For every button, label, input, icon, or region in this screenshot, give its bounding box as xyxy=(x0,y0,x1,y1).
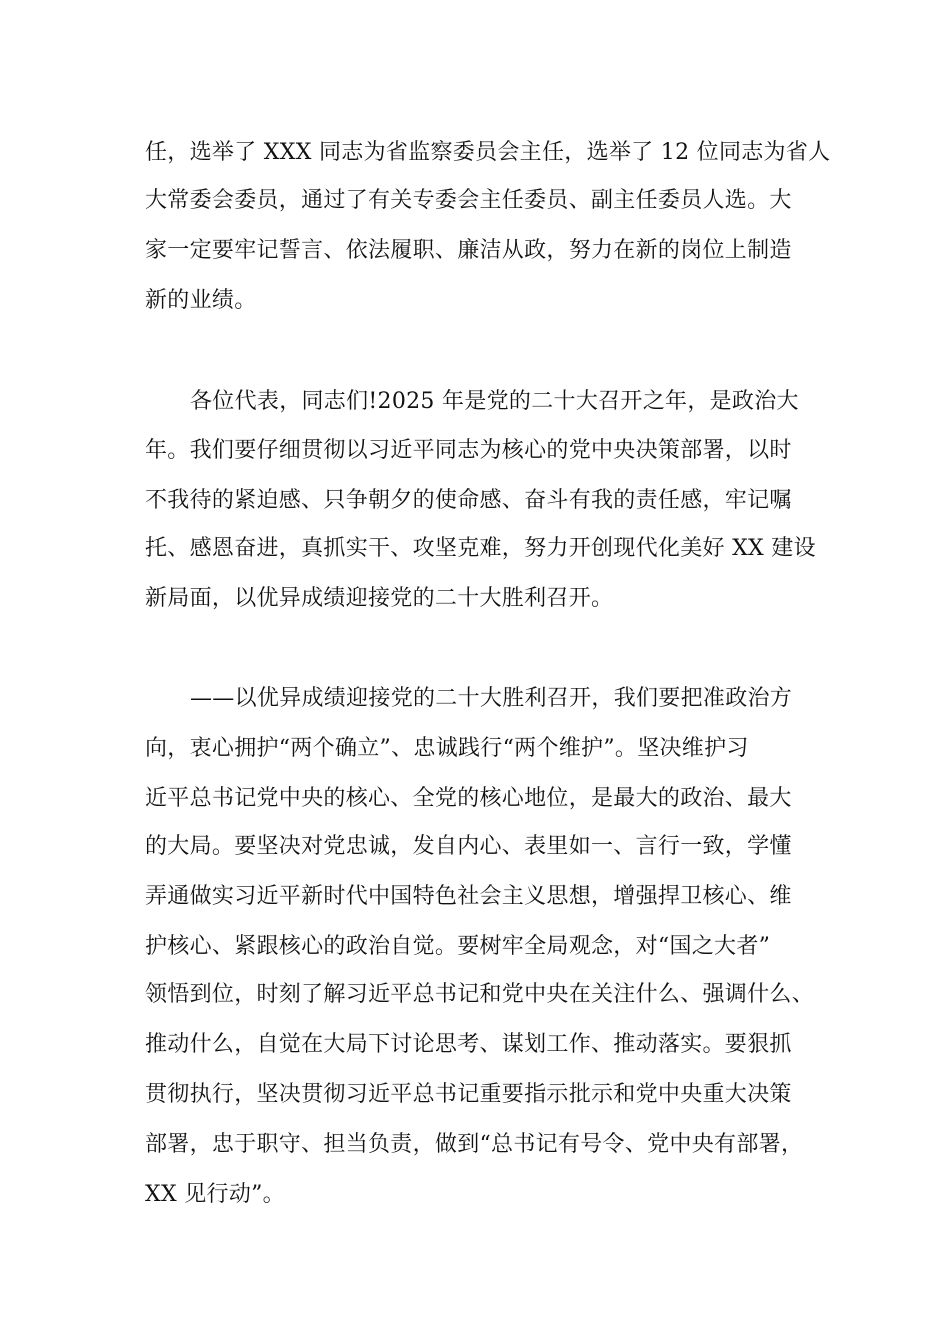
text-line: 各位代表，同志们!2025 年是党的二十大召开之年，是政治大 xyxy=(190,389,799,414)
text-line: 近平总书记党中央的核心、全党的核心地位，是最大的政治、最大 xyxy=(145,786,792,811)
text-line: 弄通做实习近平新时代中国特色社会主义思想，增强捍卫核心、维 xyxy=(145,884,792,909)
text-line: 领悟到位，时刻了解习近平总书记和党中央在关注什么、强调什么、 xyxy=(145,982,815,1007)
text-line: 托、感恩奋进，真抓实干、攻坚克难，努力开创现代化美好 XX 建设 xyxy=(145,536,816,561)
text-line: ——以优异成绩迎接党的二十大胜利召开，我们要把准政治方 xyxy=(190,686,793,711)
text-line: 部署，忠于职守、担当负责，做到“总书记有号令、党中央有部署， xyxy=(145,1132,804,1157)
text-line: 家一定要牢记誓言、依法履职、廉洁从政，努力在新的岗位上制造 xyxy=(145,238,792,263)
text-line: 向，衷心拥护“两个确立”、忠诚践行“两个维护”。坚决维护习 xyxy=(145,736,749,761)
text-line: XX 见行动”。 xyxy=(145,1182,285,1207)
text-line: 推动什么，自觉在大局下讨论思考、谋划工作、推动落实。要狠抓 xyxy=(145,1032,792,1057)
text-line: 任，选举了 XXX 同志为省监察委员会主任，选举了 12 位同志为省人 xyxy=(145,140,831,165)
text-line: 新的业绩。 xyxy=(145,288,257,313)
text-line: 的大局。要坚决对党忠诚，发自内心、表里如一、言行一致，学懂 xyxy=(145,834,792,859)
text-line: 护核心、紧跟核心的政治自觉。要树牢全局观念，对“国之大者” xyxy=(145,934,771,959)
text-line: 大常委会委员，通过了有关专委会主任委员、副主任委员人选。大 xyxy=(145,188,792,213)
text-line: 年。我们要仔细贯彻以习近平同志为核心的党中央决策部署，以时 xyxy=(145,438,792,463)
text-line: 贯彻执行，坚决贯彻习近平总书记重要指示批示和党中央重大决策 xyxy=(145,1082,792,1107)
text-line: 新局面，以优异成绩迎接党的二十大胜利召开。 xyxy=(145,586,614,611)
text-line: 不我待的紧迫感、只争朝夕的使命感、奋斗有我的责任感，牢记嘱 xyxy=(145,488,792,513)
